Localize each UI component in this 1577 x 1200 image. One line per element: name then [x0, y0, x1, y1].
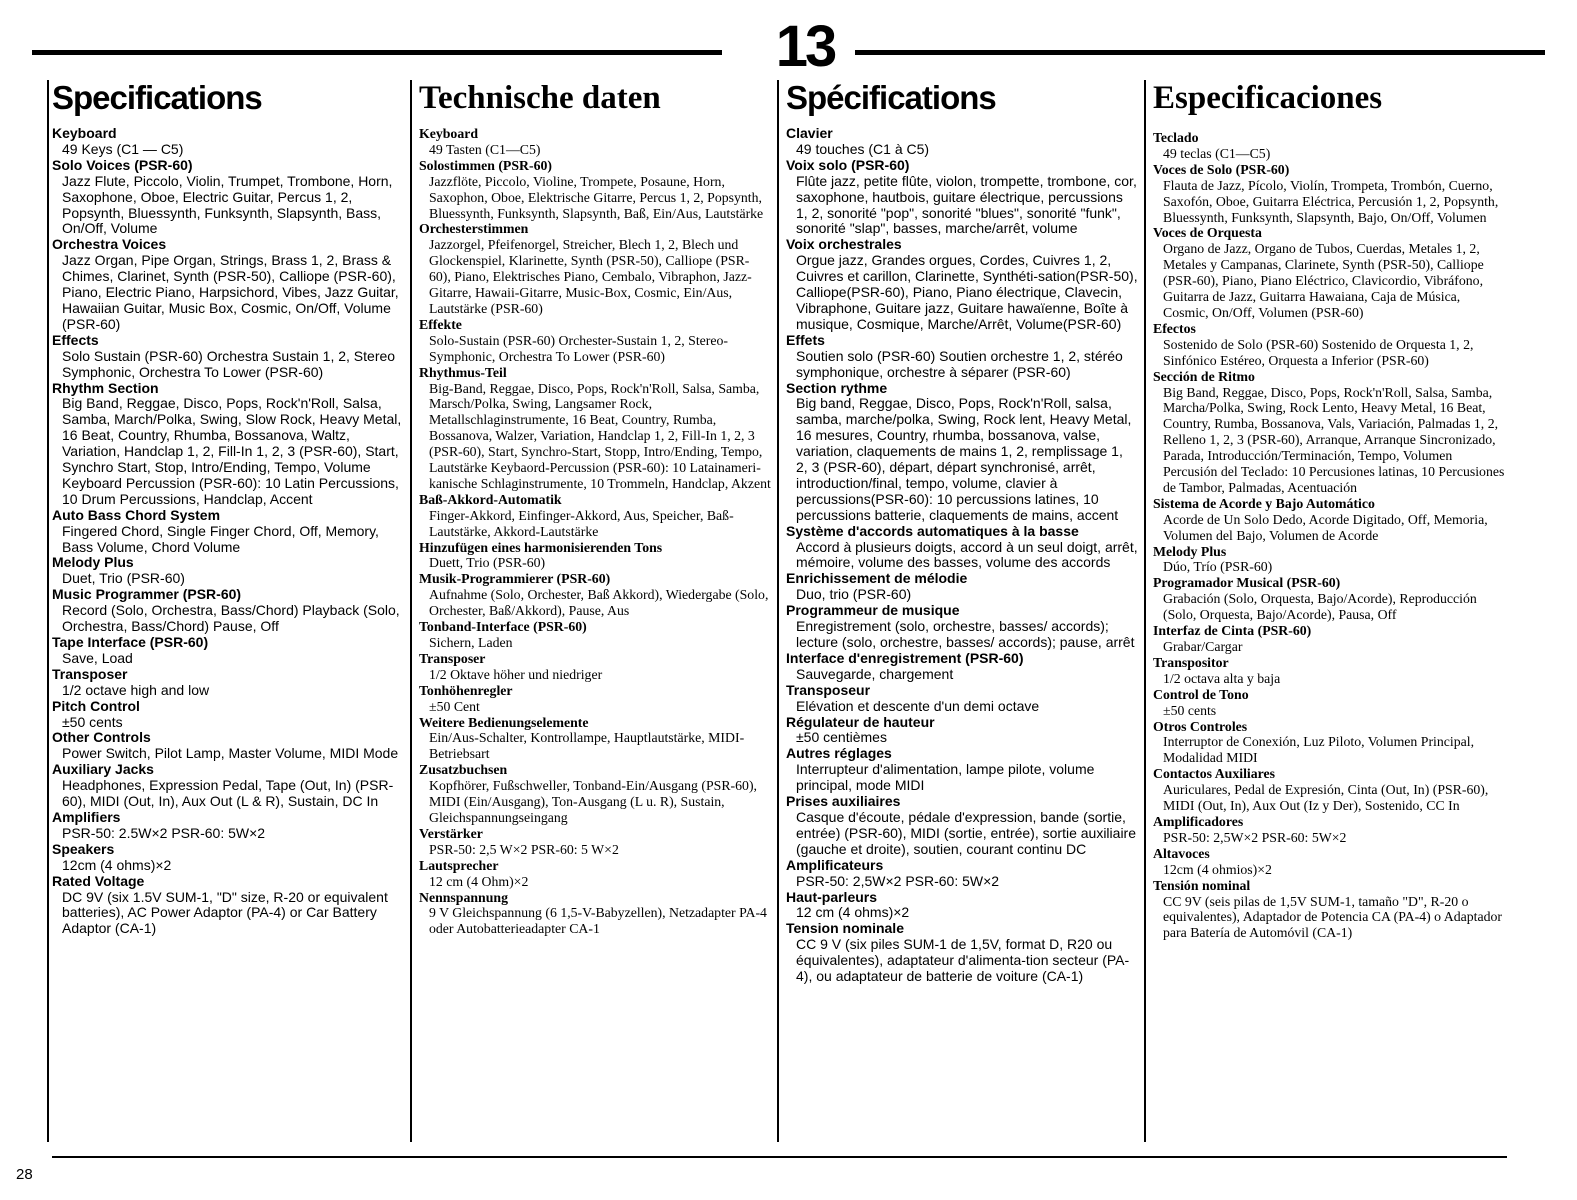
spec-value: Jazz Flute, Piccolo, Violin, Trumpet, Trombone, Horn, Saxophone, Oboe, Electric Guitar, Percus 1, 2, Popsynth, Bluessynth, Funksynth, Slapsynth, Bass, On/Off, Volume [62, 172, 393, 237]
spec-item [419, 571, 771, 619]
spec-label: Tension nominale [786, 920, 904, 937]
spec-label: Solostimmen (PSR-60) [419, 157, 552, 173]
spec-label: Rhythm Section [52, 379, 159, 396]
spec-value: Accord à plusieurs doigts, accord à un seul doigt, arrêt, mémoire, volume des basses, volume des accords [796, 538, 1138, 571]
spec-value: Flûte jazz, petite flûte, violon, trompette, trombone, cor, saxophone, hautbois, guitare électrique, percussions 1, 2, sonorité "pop", sonorité "blues", sonorité "funk", sonorité "slap", basses, marche/arrêt, volume [796, 172, 1137, 237]
spec-label: Transposer [419, 650, 486, 666]
spec-item [419, 890, 771, 938]
spec-value: Big band, Reggae, Disco, Pops, Rock'n'Roll, salsa, samba, marche/polka, Swing, Rock lent, Heavy Metal, 16 mesures, Country, rhumba, bossanova, valse, variation, claquements de mains 1, 2, remplissage 1, 2, 3 (PSR-60), départ, départ synchronisé, arrêt, introduction/final, tempo, volume, clavier à percussions(PSR-60): 10 percussions latines, 10 percussions batterie, claquements de mains, accent [796, 395, 1132, 523]
spec-value: Acorde de Un Solo Dedo, Acorde Digitado, Off, Memoria, Volumen del Bajo, Volumen de Acorde [1163, 511, 1488, 543]
spec-label: Tonband-Interface (PSR-60) [419, 619, 587, 635]
spec-value: Power Switch, Pilot Lamp, Master Volume, MIDI Mode [62, 745, 399, 762]
spec-label: Music Programmer (PSR-60) [52, 586, 242, 603]
spec-label: Orchestra Voices [52, 236, 167, 253]
spec-label: Auxiliary Jacks [52, 761, 154, 778]
spec-item [786, 921, 1138, 985]
spec-label: Sistema de Acorde y Bajo Automático [1153, 495, 1375, 511]
spec-value: Organo de Jazz, Organo de Tubos, Cuerdas, Metales 1, 2, Metales y Campanas, Clarinete, Synth (PSR-50), Calliope (PSR-60), Piano, Piano Eléctrico, Clavicordio, Vibráfono, Guitarra de Jazz, Guitarra Hawaiana, Caja de Música, Cosmic, On/Off, Volumen (PSR-60) [1163, 241, 1484, 320]
spec-item [786, 524, 1138, 572]
spec-label: Programador Musical (PSR-60) [1153, 575, 1341, 591]
column-title: Technische daten [419, 80, 661, 116]
spec-label: Interfaz de Cinta (PSR-60) [1153, 623, 1312, 639]
spec-label: Tensión nominal [1153, 877, 1251, 893]
spec-item [786, 651, 1138, 683]
spec-value: Big Band, Reggae, Disco, Pops, Rock'n'Roll, Salsa, Samba, March/Polka, Swing, Slow Rock, Heavy Metal, 16 Beat, Country, Rhumba, Bossanova, Waltz, Variation, Handclap 1, 2, Fill-In 1, 2, 3 (PSR-60), Start, Synchro Start, Stop, Intro/Ending, Tempo, Volume Keyboard Percussion (PSR-60): 10 Latin Percussions, 10 Drum Percussions, Handclap, Accent [62, 395, 402, 507]
spec-item [786, 381, 1138, 524]
spec-item [786, 158, 1138, 238]
spec-value: Auriculares, Pedal de Expresión, Cinta (Out, In) (PSR-60), MIDI (Out, In), Aux Out (Iz y Der), Sostenido, CC In [1163, 782, 1489, 814]
spec-label: Melody Plus [52, 554, 134, 571]
spec-item [52, 555, 404, 587]
spec-value: Grabación (Solo, Orquesta, Bajo/Acorde), Reproducción (Solo, Orquesta, Bajo/Acorde), Pausa, Off [1163, 591, 1477, 623]
spec-value: 1/2 octave high and low [62, 681, 210, 698]
footer-rule [52, 1156, 1507, 1158]
spec-label: Rhythmus-Teil [419, 364, 507, 380]
spec-item [52, 810, 404, 842]
spec-value: ±50 cents [62, 713, 123, 730]
spec-item [419, 365, 771, 492]
spec-label: Programmeur de musique [786, 602, 960, 619]
spec-value: Headphones, Expression Pedal, Tape (Out, In) (PSR-60), MIDI (Out, In), Aux Out (L & R), Sustain, DC In [62, 777, 394, 810]
spec-item [1153, 496, 1505, 544]
spec-label: Otros Controles [1153, 718, 1248, 734]
spec-item [52, 874, 404, 938]
spec-value: Sauvegarde, chargement [796, 665, 954, 682]
spec-item [419, 826, 771, 858]
spec-value: CC 9 V (six piles SUM-1 de 1,5V, format D, R20 ou équivalentes), adaptateur d'alimenta-tion secteur (PA-4), ou adaptateur de batterie de voiture (CA-1) [796, 936, 1130, 985]
spec-item [52, 730, 404, 762]
spec-value: 1/2 octava alta y baja [1163, 670, 1281, 686]
spec-label: Efectos [1153, 320, 1196, 336]
chapter-header [32, 14, 1545, 79]
spec-item [52, 699, 404, 731]
spec-label: Sección de Ritmo [1153, 368, 1255, 384]
spec-value: PSR-50: 2,5W×2 PSR-60: 5W×2 [796, 872, 1000, 889]
spec-value: 12cm (4 ohms)×2 [62, 856, 172, 873]
spec-list [786, 126, 1138, 985]
spec-value: Dúo, Trío (PSR-60) [1163, 559, 1273, 575]
spec-value: Save, Load [62, 649, 133, 666]
spec-label: Baß-Akkord-Automatik [419, 491, 562, 507]
spec-list [1153, 130, 1505, 941]
spec-value: 12cm (4 ohmios)×2 [1163, 861, 1272, 877]
spec-label: Clavier [786, 125, 833, 141]
spec-label: Enrichissement de mélodie [786, 570, 968, 587]
spec-item [52, 333, 404, 381]
spec-item [52, 158, 404, 238]
spec-item [52, 237, 404, 332]
spec-item [1153, 130, 1505, 162]
spec-label: Control de Tono [1153, 686, 1249, 702]
spec-value: Interruptor de Conexión, Luz Piloto, Volumen Principal, Modalidad MIDI [1163, 734, 1475, 766]
column-french [786, 80, 1138, 985]
spec-value: Duet, Trio (PSR-60) [62, 570, 185, 587]
spec-value: Soutien solo (PSR-60) Soutien orchestre 1, 2, stéréo symphonique, orchestre à séparer (PSR-60) [796, 347, 1123, 380]
spec-item [786, 603, 1138, 651]
spec-item [1153, 544, 1505, 576]
column-spanish [1153, 80, 1505, 941]
spec-label: Voix solo (PSR-60) [786, 156, 910, 173]
spec-item [52, 508, 404, 556]
spec-value: Jazz Organ, Pipe Organ, Strings, Brass 1, 2, Brass & Chimes, Clarinet, Synth (PSR-50), Calliope (PSR-60), Piano, Electric Piano, Harpsichord, Vibes, Jazz Guitar, Hawaiian Guitar, Music Box, Cosmic, On/Off, Volume (PSR-60) [62, 252, 399, 332]
spec-item [786, 794, 1138, 858]
spec-item [419, 221, 771, 316]
column-divider [410, 80, 412, 1142]
spec-value: 12 cm (4 Ohm)×2 [429, 873, 529, 889]
spec-value: Big-Band, Reggae, Disco, Pops, Rock'n'Roll, Salsa, Samba, Marsch/Polka, Swing, Langsamer Rock, Metallschlaginstrumente, 16 Beat, Country, Rumba, Bossanova, Walzer, Variation, Handclap 1, 2, Fill-In 1, 2, 3 (PSR-60), Start, Synchro-Start, Stopp, Intro/Ending, Tempo, Lautstärke Keybaord-Percussion (PSR-60): 10 Latainameri-kanische Schlaginstrumente, 10 Trommeln, Handclap, Akzent [429, 380, 771, 491]
spec-label: Amplificateurs [786, 856, 884, 873]
spec-value: Jazzflöte, Piccolo, Violine, Trompete, Posaune, Horn, Saxophon, Oboe, Elektrische Gitarre, Percus 1, 2, Popsynth, Bluessynth, Funksynth, Slapsynth, Baß, Ein/Aus, Lautstärke [429, 173, 764, 221]
spec-value: Finger-Akkord, Einfinger-Akkord, Aus, Speicher, Baß-Lautstärke, Akkord-Lautstärke [429, 507, 734, 539]
spec-value: Solo Sustain (PSR-60) Orchestra Sustain 1, 2, Stereo Symphonic, Orchestra To Lower (PSR-60) [62, 347, 396, 380]
spec-value: Casque d'écoute, pédale d'expression, bande (sortie, entrée) (PSR-60), MIDI (sortie, entrée), sortie auxiliaire (gauche et droite), soutien, courant continu DC [796, 808, 1136, 857]
spec-value: Big Band, Reggae, Disco, Pops, Rock'n'Roll, Salsa, Samba, Marcha/Polka, Swing, Rock Lento, Heavy Metal, 16 Beat, Country, Rumba, Bossanova, Vals, Variación, Palmadas 1, 2, Relleno 1, 2, 3 (PSR-60), Arranque, Arranque Sincronizado, Parada, Introducción/Terminación, Tempo, Volumen Percusión del Teclado: 10 Percusiones latinas, 10 Percusiones de Tambor, Palmadas, Acentuación [1163, 384, 1505, 495]
spec-item [419, 540, 771, 572]
spec-item [52, 587, 404, 635]
spec-value: Sostenido de Solo (PSR-60) Sostenido de Orquesta 1, 2, Sinfónico Estéreo, Orquesta a Inferior (PSR-60) [1163, 336, 1474, 368]
spec-value: Aufnahme (Solo, Orchester, Baß Akkord), Wiedergabe (Solo, Orchester, Baß/Akkord), Pause, Aus [429, 587, 769, 619]
column-german [419, 80, 771, 937]
spec-item [52, 635, 404, 667]
spec-item [1153, 878, 1505, 942]
column-english [52, 80, 404, 937]
spec-item [1153, 766, 1505, 814]
spec-item [52, 126, 404, 158]
spec-label: Amplificadores [1153, 813, 1244, 829]
spec-value: 49 Keys (C1 — C5) [62, 140, 184, 157]
spec-label: Effets [786, 331, 825, 348]
spec-value: PSR-50: 2.5W×2 PSR-60: 5W×2 [62, 824, 266, 841]
spec-item [1153, 162, 1505, 226]
spec-label: Auto Bass Chord System [52, 506, 221, 523]
spec-value: Duett, Trio (PSR-60) [429, 555, 546, 571]
spec-value: DC 9V (six 1.5V SUM-1, "D" size, R-20 or equivalent batteries), AC Power Adaptor (PA-4) or Car Battery Adaptor (CA-1) [62, 888, 388, 937]
spec-label: Prises auxiliaires [786, 793, 901, 810]
spec-label: Weitere Bedienungselemente [419, 714, 589, 730]
column-divider [47, 80, 49, 1142]
column-title: Especificaciones [1153, 80, 1383, 116]
spec-value: Elévation et descente d'un demi octave [796, 697, 1040, 714]
spec-item [419, 492, 771, 540]
spec-label: Orchesterstimmen [419, 221, 529, 237]
spec-item [786, 571, 1138, 603]
spec-label: Hinzufügen eines harmonisierenden Tons [419, 539, 663, 555]
spec-value: 9 V Gleichspannung (6 1,5-V-Babyzellen), Netzadapter PA-4 oder Autobatterieadapter CA-1 [429, 905, 767, 937]
spec-item [419, 715, 771, 763]
spec-item [786, 890, 1138, 922]
column-divider [1144, 80, 1146, 1142]
spec-item [419, 126, 771, 158]
spec-value: CC 9V (seis pilas de 1,5V SUM-1, tamaño "D", R-20 o equivalentes), Adaptador de Potencia CA (PA-4) o Adaptador para Batería de Automóvil (CA-1) [1163, 893, 1502, 941]
spec-item [419, 683, 771, 715]
spec-label: Système d'accords automatiques à la basse [786, 522, 1079, 539]
spec-item [419, 619, 771, 651]
spec-item [52, 762, 404, 810]
spec-value: ±50 cents [1163, 702, 1217, 718]
spec-list [419, 126, 771, 937]
spec-label: Rated Voltage [52, 872, 145, 889]
spec-value: PSR-50: 2,5 W×2 PSR-60: 5 W×2 [429, 841, 619, 857]
spec-item [1153, 655, 1505, 687]
spec-label: Lautsprecher [419, 857, 499, 873]
column-divider [777, 80, 779, 1142]
spec-label: Transposer [52, 665, 128, 682]
spec-value: ±50 centièmes [796, 729, 887, 746]
spec-value: Enregistrement (solo, orchestre, basses/ accords); lecture (solo, orchestre, basses/ accords); pause, arrêt [796, 618, 1135, 650]
spec-value: Interrupteur d'alimentation, lampe pilote, volume principal, mode MIDI [796, 761, 1095, 794]
spec-label: Keyboard [52, 125, 117, 141]
spec-item [1153, 719, 1505, 767]
spec-value: Jazzorgel, Pfeifenorgel, Streicher, Blech 1, 2, Blech und Glockenspiel, Klarinette, Synth (PSR-50), Calliope (PSR-60), Piano, Elektrisches Piano, Cembalo, Vibraphon, Jazz-Gitarre, Hawaii-Gitarre, Music-Box, Cosmic, Ein/Aus, Lautstärke (PSR-60) [429, 237, 752, 316]
header-rule-right [855, 50, 1545, 55]
spec-label: Solo Voices (PSR-60) [52, 156, 193, 173]
column-title: Spécifications [786, 79, 996, 116]
chapter-number: 13 [775, 14, 835, 79]
spec-value: Duo, trio (PSR-60) [796, 586, 912, 603]
spec-label: Effects [52, 331, 99, 348]
spec-label: Melody Plus [1153, 543, 1227, 559]
spec-item [419, 317, 771, 365]
spec-value: Kopfhörer, Fußschweller, Tonband-Ein/Ausgang (PSR-60), MIDI (Ein/Ausgang), Ton-Ausgang (L u. R), Sustain, Gleichspannungseingang [429, 778, 757, 825]
spec-label: Haut-parleurs [786, 888, 878, 905]
spec-item [1153, 814, 1505, 846]
spec-value: ±50 Cent [429, 698, 480, 714]
spec-label: Verstärker [419, 825, 483, 841]
spec-list [52, 126, 404, 937]
spec-value: Orgue jazz, Grandes orgues, Cordes, Cuivres 1, 2, Cuivres et carillon, Clarinette, Synthéti-sation(PSR-50), Calliope(PSR-60), Piano, Piano électrique, Clavecin, Vibraphone, Guitare jazz, Guitare hawaïenne, Boîte à musique, Cosmique, Marche/Arrêt, Volume(PSR-60) [796, 252, 1138, 332]
spec-label: Altavoces [1153, 845, 1210, 861]
spec-item [1153, 321, 1505, 369]
spec-label: Voces de Solo (PSR-60) [1153, 161, 1290, 177]
spec-value: 49 Tasten (C1—C5) [429, 141, 541, 157]
spec-label: Nennspannung [419, 889, 508, 905]
spec-value: 49 touches (C1 à C5) [796, 140, 930, 157]
spec-item [786, 237, 1138, 332]
spec-label: Section rythme [786, 379, 888, 396]
spec-label: Tonhöhenregler [419, 682, 513, 698]
spec-value: Flauta de Jazz, Pícolo, Violín, Trompeta, Trombón, Cuerno, Saxofón, Oboe, Guitarra Eléctrica, Percusión 1, 2, Popsynth, Bluessynth, Funksynth, Slapsynth, Bajo, On/Off, Volumen [1163, 177, 1499, 225]
spec-item [786, 683, 1138, 715]
spec-value: 12 cm (4 ohms)×2 [796, 904, 910, 921]
header-rule-left [32, 50, 722, 55]
spec-label: Voix orchestrales [786, 236, 902, 253]
spec-label: Pitch Control [52, 697, 140, 714]
column-title: Specifications [52, 79, 262, 116]
spec-label: Effekte [419, 316, 462, 332]
spec-label: Musik-Programmierer (PSR-60) [419, 571, 611, 587]
page-number: 28 [16, 1166, 33, 1183]
spec-item [419, 762, 771, 826]
spec-item [1153, 846, 1505, 878]
spec-label: Autres réglages [786, 745, 892, 762]
spec-value: Record (Solo, Orchestra, Bass/Chord) Playback (Solo, Orchestra, Bass/Chord) Pause, Off [62, 602, 400, 635]
spec-value: Solo-Sustain (PSR-60) Orchester-Sustain 1, 2, Stereo-Symphonic, Orchestra To Lower (PSR-60) [429, 332, 729, 364]
spec-value: Ein/Aus-Schalter, Kontrollampe, Hauptlautstärke, MIDI-Betriebsart [429, 730, 745, 762]
spec-label: Amplifiers [52, 808, 121, 825]
spec-label: Régulateur de hauteur [786, 713, 935, 730]
spec-value: 49 teclas (C1—C5) [1163, 145, 1271, 161]
spec-item [419, 651, 771, 683]
spec-label: Voces de Orquesta [1153, 225, 1262, 241]
spec-label: Transpositor [1153, 654, 1229, 670]
spec-value: Sichern, Laden [429, 635, 513, 650]
spec-label: Speakers [52, 840, 115, 857]
spec-label: Other Controls [52, 729, 151, 746]
spec-value: Grabar/Cargar [1163, 639, 1243, 654]
spec-item [419, 158, 771, 222]
spec-item [786, 746, 1138, 794]
spec-value: PSR-50: 2,5W×2 PSR-60: 5W×2 [1163, 829, 1347, 845]
spec-item [786, 333, 1138, 381]
spec-label: Teclado [1153, 130, 1199, 145]
spec-label: Transposeur [786, 681, 871, 698]
spec-item [52, 667, 404, 699]
spec-item [1153, 369, 1505, 496]
spec-item [786, 858, 1138, 890]
spec-item [419, 858, 771, 890]
spec-value: 1/2 Oktave höher und niedriger [429, 666, 603, 682]
spec-item [1153, 623, 1505, 655]
spec-item [1153, 575, 1505, 623]
spec-label: Contactos Auxiliares [1153, 766, 1276, 782]
spec-label: Keyboard [419, 126, 479, 141]
spec-item [786, 715, 1138, 747]
spec-item [52, 381, 404, 508]
spec-label: Tape Interface (PSR-60) [52, 634, 209, 650]
spec-label: Zusatzbuchsen [419, 762, 508, 778]
spec-label: Interface d'enregistrement (PSR-60) [786, 649, 1024, 666]
spec-value: Fingered Chord, Single Finger Chord, Off, Memory, Bass Volume, Chord Volume [62, 522, 379, 555]
spec-item [1153, 225, 1505, 320]
spec-item [52, 842, 404, 874]
spec-item [1153, 687, 1505, 719]
spec-item [786, 126, 1138, 158]
